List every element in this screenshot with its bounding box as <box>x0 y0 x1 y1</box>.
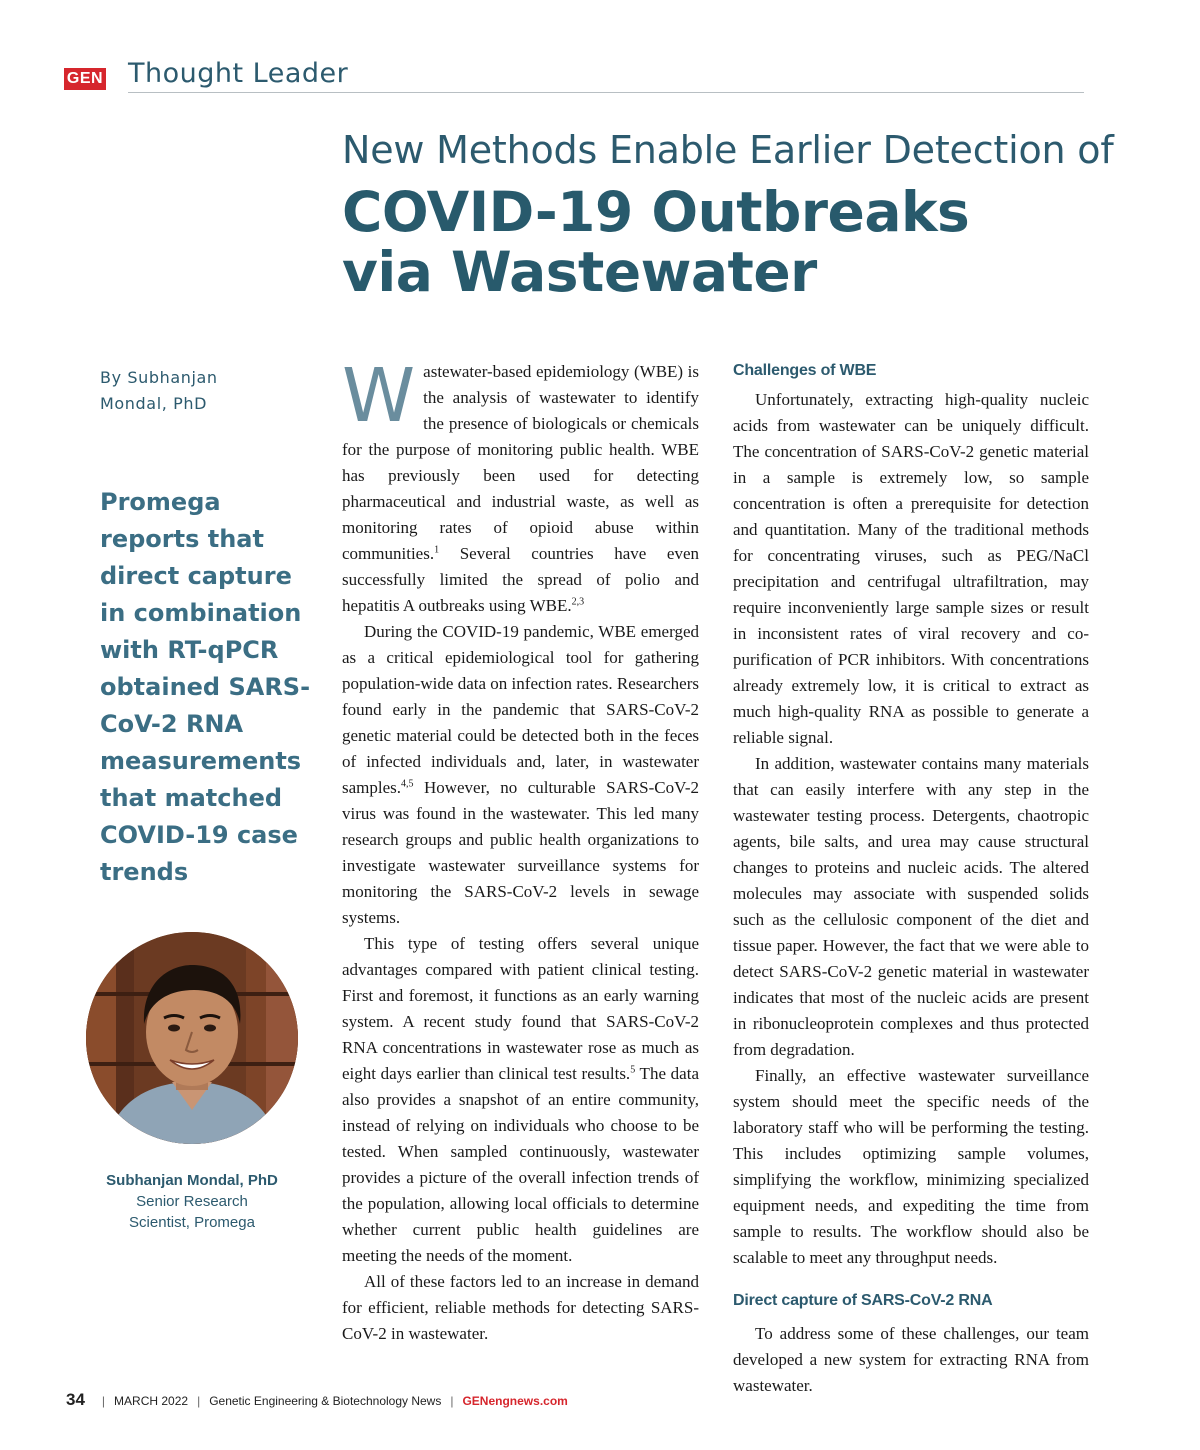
subheading-challenges: Challenges of WBE <box>733 362 877 379</box>
paragraph-text: This type of testing offers several unique advantages compared with patient clinical testing. First and foremost, it functions as an early warning system. A recent study found that SARS-CoV-2 RNA concentrations in wastewater rose as much as eight days earlier than clinical test results. <box>342 934 699 1083</box>
drop-cap: W <box>342 353 416 439</box>
body-column-2 <box>733 359 1089 1399</box>
paragraph-text: However, no culturable SARS-CoV-2 virus was found in the wastewater. This led many research groups and public health organizations to investigate wastewater surveillance systems for monitoring the SARS-CoV-2 levels in sewage systems. <box>342 778 699 927</box>
footnote-ref: 4,5 <box>401 778 414 790</box>
footer-separator: | <box>450 1394 454 1408</box>
headline <box>342 182 1162 302</box>
headline-kicker: New Methods Enable Earlier Detection of <box>342 128 1114 172</box>
issue-date: MARCH 2022 <box>114 1394 189 1408</box>
caption-role-line-2: Scientist, Promega <box>129 1214 255 1231</box>
caption-name: Subhanjan Mondal, PhD <box>106 1172 278 1189</box>
page-footer <box>66 1390 568 1410</box>
caption-role-line-1: Senior Research <box>136 1193 248 1210</box>
gen-logo: GEN <box>64 68 106 90</box>
paragraph-text: Several countries have even successfully limited the spread of polio and hepatitis A outbreaks using WBE. <box>342 544 699 615</box>
footnote-ref: 2,3 <box>571 596 585 608</box>
section-label: Thought Leader <box>128 58 349 89</box>
headline-line-2: via Wastewater <box>342 240 817 304</box>
body-paragraph: To address some of these challenges, our team developed a new system for extracting RNA from wastewater. <box>733 1324 1089 1395</box>
footer-separator: | <box>197 1394 201 1408</box>
header-divider <box>128 92 1084 93</box>
body-paragraph: Finally, an effective wastewater surveillance system should meet the specific needs of the laboratory staff who will be performing the testing. This includes optimizing sample volumes, simplifying the workflow, minimizing specialized equipment needs, and expediting the time from sample to results. The workflow should also be scalable to meet any throughput needs. <box>733 1066 1089 1267</box>
headline-line-1: COVID-19 Outbreaks <box>342 180 970 244</box>
pull-quote: Promega reports that direct capture in combination with RT-qPCR obtained SARS-CoV-2 RNA measurements that matched COVID-19 case trends <box>100 488 311 886</box>
page-number: 34 <box>66 1390 85 1409</box>
byline-line-2: Mondal, PhD <box>100 394 208 413</box>
footer-separator: | <box>101 1394 106 1408</box>
paragraph-text: The data also provides a snapshot of an entire community, instead of relying on individuals who choose to be tested. When sampled continuously, wastewater provides a picture of the overall infection trends of the population, allowing local officials to determine whether current public health guidelines are meeting the needs of the moment. <box>342 1064 699 1265</box>
author-portrait-illustration <box>86 932 298 1144</box>
byline-line-1: By Subhanjan <box>100 368 218 387</box>
footnote-ref: 5 <box>630 1064 636 1076</box>
body-paragraph: In addition, wastewater contains many materials that can easily interfere with any step in the wastewater testing process. Detergents, chaotropic agents, bile salts, and urea may cause structural changes to proteins and nucleic acids. The altered molecules may associate with suspended solids such as the cellulosic component of the diet and tissue paper. However, the fact that we were able to detect SARS-CoV-2 genetic material in wastewater indicates that most of the nucleic acids are present in ribonucleoprotein complexes and thus protected from degradation. <box>733 754 1089 1059</box>
author-photo <box>86 932 298 1144</box>
publication-name: Genetic Engineering & Biotechnology News <box>209 1394 442 1408</box>
body-paragraph <box>342 931 699 1269</box>
body-paragraph: All of these factors led to an increase in demand for efficient, reliable methods for detecting SARS-CoV-2 in wastewater. <box>342 1272 699 1343</box>
paragraph-text: During the COVID-19 pandemic, WBE emerged as a critical epidemiological tool for gathering population-wide data on infection rates. Researchers found early in the pandemic that SARS-CoV-2 genetic material could be detected both in the feces of infected individuals and, later, in wastewater samples. <box>342 622 699 797</box>
footnote-ref: 1 <box>434 544 440 556</box>
body-paragraph: Unfortunately, extracting high-quality nucleic acids from wastewater can be uniquely difficult. The concentration of SARS-CoV-2 genetic material in a sample is extremely low, so sample concentration is often a prerequisite for detection and quantitation. Many of the traditional methods for concentrating viruses, such as PEG/NaCl precipitation and centrifugal ultrafiltration, may require inconveniently large sample sizes or result in inconsistent rates of viral recovery and co-purification of PCR inhibitors. With concentrations already extremely low, it is critical to extract as much high-quality RNA as possible to generate a reliable signal. <box>733 390 1089 747</box>
website-link[interactable]: GENengnews.com <box>462 1394 568 1408</box>
body-paragraph <box>342 353 699 619</box>
byline <box>100 365 270 417</box>
subheading-direct-capture: Direct capture of SARS-CoV-2 RNA <box>733 1292 993 1309</box>
body-column-1 <box>342 353 699 1347</box>
photo-caption <box>86 1170 298 1233</box>
paragraph-text: astewater-based epidemiology (WBE) is the analysis of wastewater to identify the presence of biologicals or chemicals for the purpose of monitoring public health. WBE has previously been used for detecting pharmaceutical and industrial waste, as well as monitoring rates of opioid abuse within communities. <box>342 362 699 563</box>
body-paragraph <box>342 619 699 931</box>
